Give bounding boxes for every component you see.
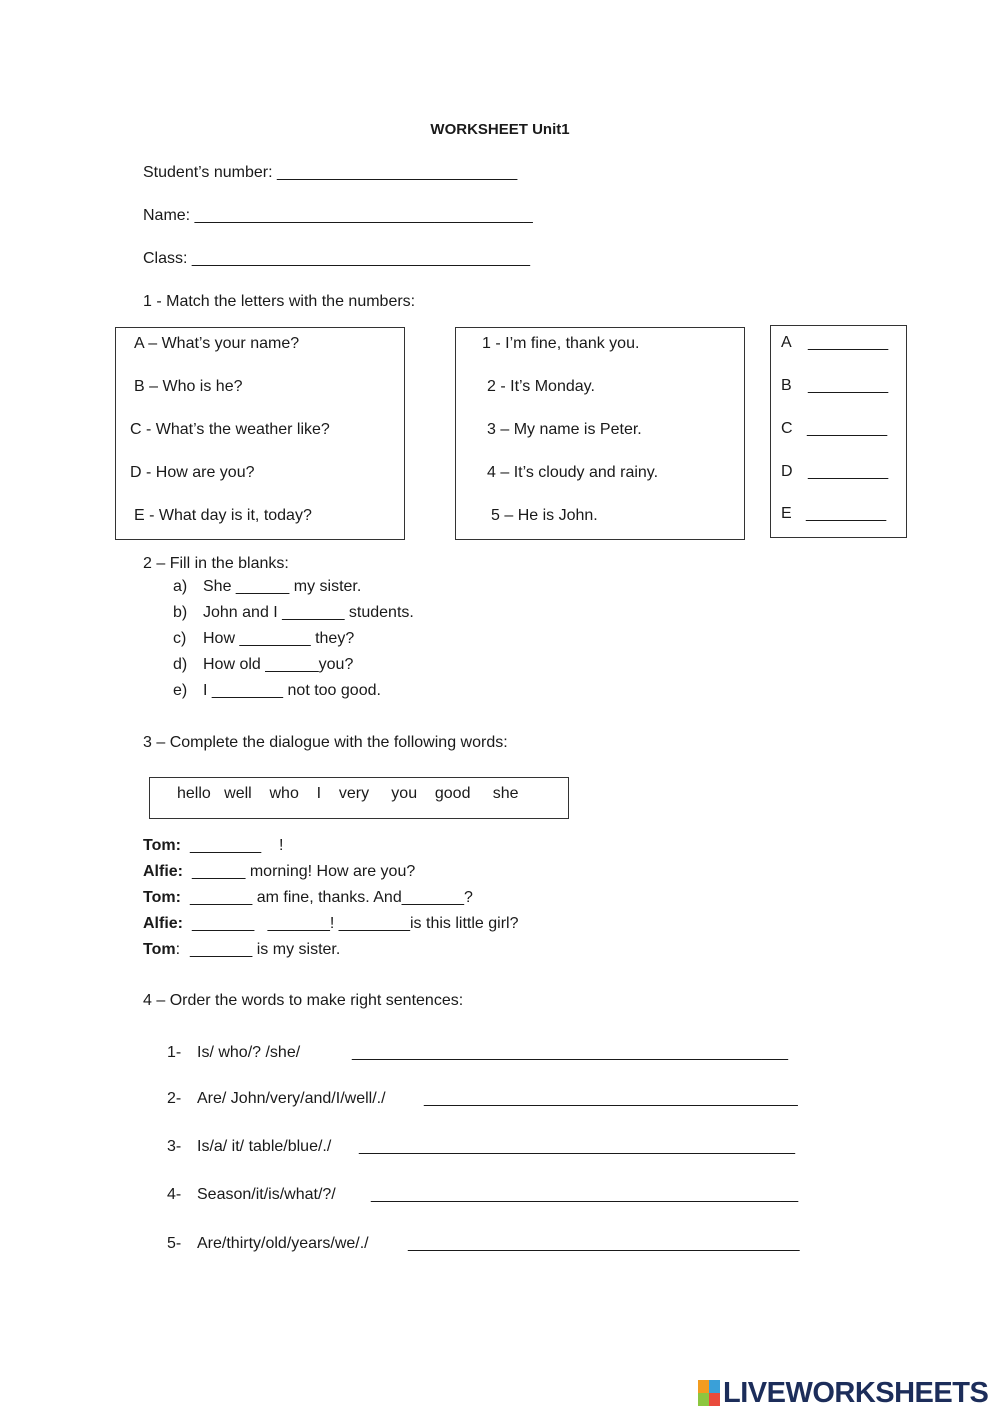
section2-heading: 2 – Fill in the blanks: (143, 555, 289, 572)
match-blank-b[interactable]: _________ (808, 377, 889, 394)
order-blank-1[interactable]: _________________________________________________ (352, 1044, 789, 1061)
fill-item-c[interactable]: How ________ they? (203, 630, 355, 647)
order-text-1: Is/ who/? /she/ (197, 1044, 301, 1061)
dialogue-speaker-4: Alfie: (143, 915, 183, 932)
fill-item-d[interactable]: How old ______you? (203, 656, 354, 673)
section1-heading: 1 - Match the letters with the numbers: (143, 293, 416, 310)
dialogue-speaker-1: Tom: (143, 837, 181, 854)
fill-item-a[interactable]: She ______ my sister. (203, 578, 362, 595)
liveworksheets-logo-text: LIVEWORKSHEETS (723, 1376, 989, 1409)
order-num-3: 3- (167, 1138, 182, 1155)
dialogue-speaker-5: Tom (143, 941, 176, 958)
question-a: A – What’s your name? (134, 335, 300, 352)
fill-label-a: a) (173, 578, 188, 595)
liveworksheets-logo-icon (698, 1380, 720, 1406)
fill-label-d: d) (173, 656, 188, 673)
fill-label-c: c) (173, 630, 187, 647)
question-b: B – Who is he? (134, 378, 243, 395)
student-number-field[interactable]: Student’s number: ___________________________ (143, 164, 518, 181)
match-blank-c[interactable]: _________ (807, 420, 888, 437)
word-bank: hello well who I very you good she (177, 785, 519, 802)
answer-3: 3 – My name is Peter. (487, 421, 642, 438)
match-blank-d[interactable]: _________ (808, 463, 889, 480)
order-blank-3[interactable]: _________________________________________________ (359, 1138, 796, 1155)
order-num-4: 4- (167, 1186, 182, 1203)
dialogue-line-2[interactable]: ______ morning! How are you? (192, 863, 416, 880)
match-blank-a[interactable]: _________ (808, 334, 889, 351)
worksheet-title: WORKSHEET Unit1 (430, 121, 570, 138)
name-field[interactable]: Name: ______________________________________ (143, 207, 533, 224)
class-field[interactable]: Class: ______________________________________ (143, 250, 531, 267)
fill-item-b[interactable]: John and I _______ students. (203, 604, 414, 621)
answer-2: 2 - It’s Monday. (487, 378, 595, 395)
match-letter-a: A (781, 334, 792, 351)
question-e: E - What day is it, today? (134, 507, 312, 524)
order-text-5: Are/thirty/old/years/we/./ (197, 1235, 369, 1252)
fill-label-b: b) (173, 604, 188, 621)
dialogue-line-3[interactable]: _______ am fine, thanks. And_______? (190, 889, 473, 906)
match-letter-b: B (781, 377, 792, 394)
liveworksheets-logo (698, 1376, 988, 1410)
dialogue-line-5[interactable]: _______ is my sister. (190, 941, 341, 958)
order-num-1: 1- (167, 1044, 182, 1061)
section4-heading: 4 – Order the words to make right sentences: (143, 992, 464, 1009)
order-blank-4[interactable]: ________________________________________________ (371, 1186, 799, 1203)
answer-4: 4 – It’s cloudy and rainy. (487, 464, 659, 481)
order-text-2: Are/ John/very/and/I/well/./ (197, 1090, 386, 1107)
fill-item-e[interactable]: I ________ not too good. (203, 682, 381, 699)
dialogue-colon-5: : (175, 941, 181, 958)
order-text-3: Is/a/ it/ table/blue/./ (197, 1138, 332, 1155)
dialogue-line-1[interactable]: ________ ! (190, 837, 284, 854)
question-c: C - What’s the weather like? (130, 421, 330, 438)
dialogue-line-4[interactable]: _______ _______! ________is this little girl? (192, 915, 519, 932)
order-blank-5[interactable]: ____________________________________________ (408, 1235, 800, 1252)
answer-5: 5 – He is John. (491, 507, 598, 524)
match-letter-c: C (781, 420, 793, 437)
match-blank-e[interactable]: _________ (806, 505, 887, 522)
dialogue-speaker-2: Alfie: (143, 863, 183, 880)
order-num-2: 2- (167, 1090, 182, 1107)
match-letter-e: E (781, 505, 792, 522)
order-num-5: 5- (167, 1235, 182, 1252)
dialogue-speaker-3: Tom: (143, 889, 181, 906)
section3-heading: 3 – Complete the dialogue with the following words: (143, 734, 508, 751)
order-text-4: Season/it/is/what/?/ (197, 1186, 336, 1203)
fill-label-e: e) (173, 682, 188, 699)
order-blank-2[interactable]: __________________________________________ (424, 1090, 798, 1107)
match-letter-d: D (781, 463, 793, 480)
question-d: D - How are you? (130, 464, 255, 481)
answer-1: 1 - I’m fine, thank you. (482, 335, 640, 352)
